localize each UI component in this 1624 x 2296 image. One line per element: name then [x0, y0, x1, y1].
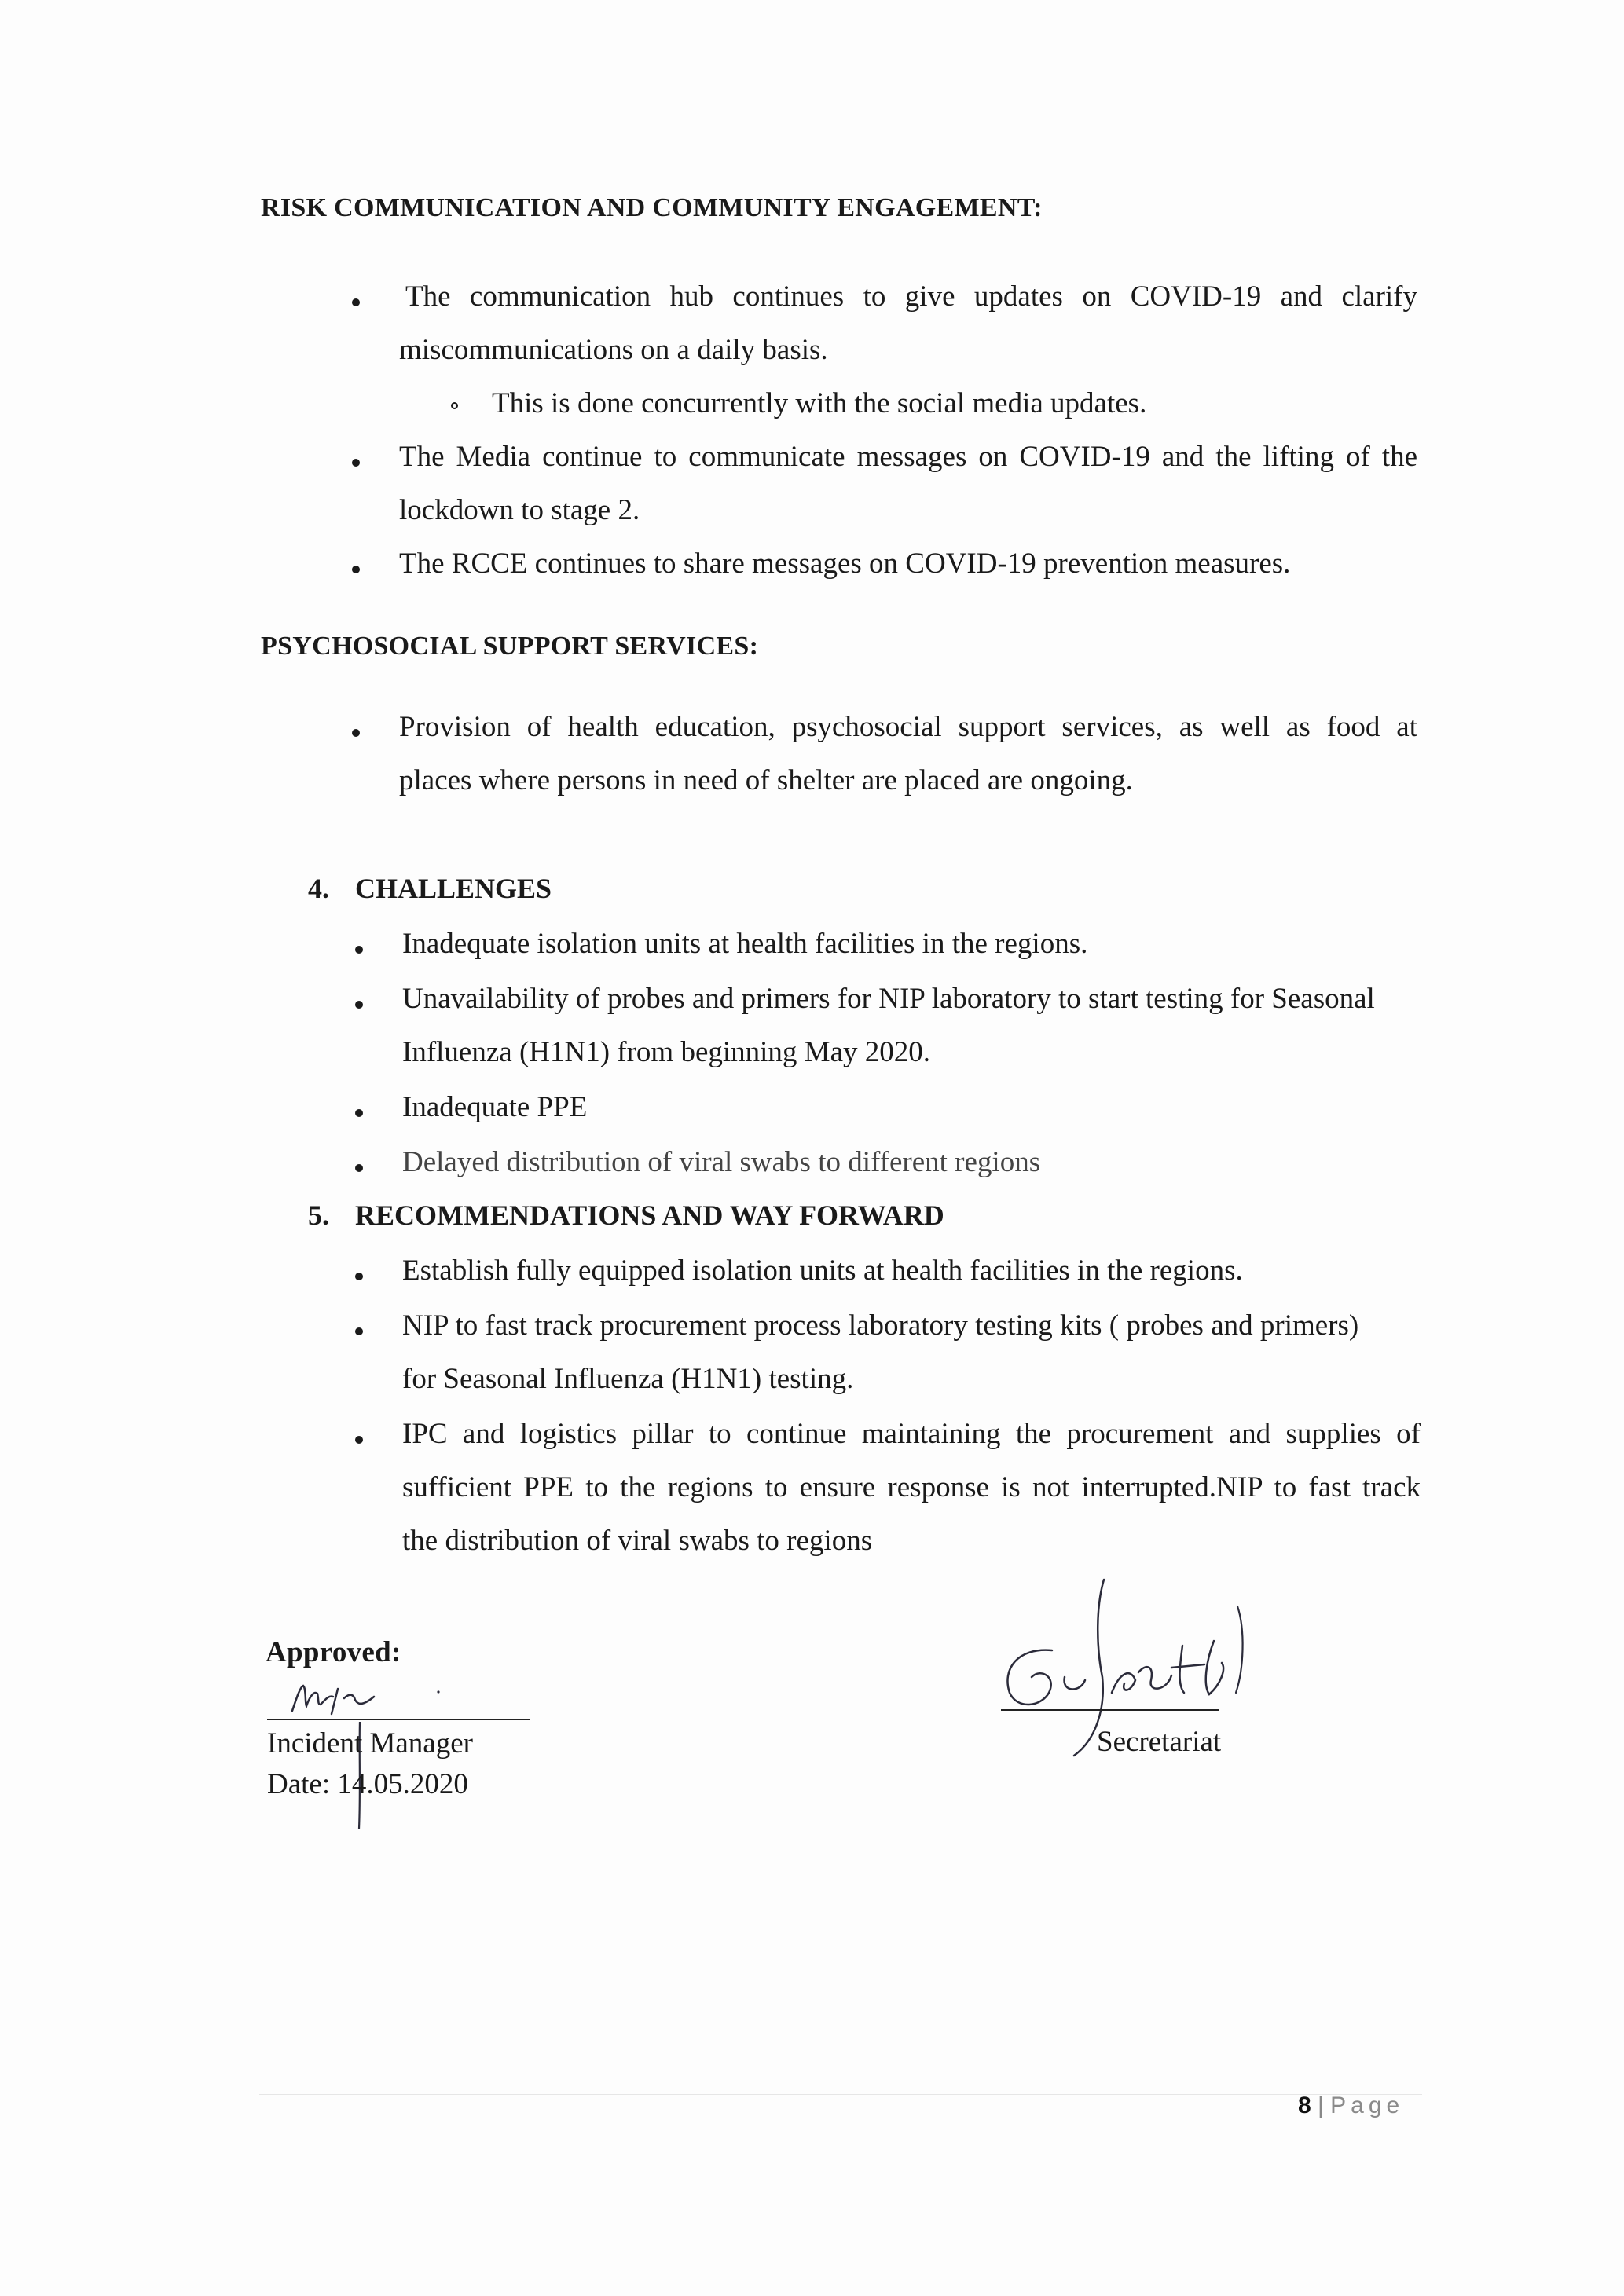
recommendations-heading: RECOMMENDATIONS AND WAY FORWARD	[355, 1199, 944, 1231]
bullet-dot	[355, 946, 363, 954]
approved-label: Approved:	[266, 1636, 401, 1668]
rcce-bullet-1-line-2: miscommunications on a daily basis.	[399, 334, 828, 366]
psychosocial-heading: PSYCHOSOCIAL SUPPORT SERVICES:	[261, 632, 759, 661]
bullet-dot	[355, 1001, 363, 1009]
recommendation-item: NIP to fast track procurement process laboratory testing kits ( probes and primers)	[402, 1309, 1359, 1342]
rcce-bullet-1-line-1: The communication hub continues to give updates on COVID-19 and clarify	[405, 280, 1417, 313]
bullet-dot	[355, 1436, 363, 1444]
rcce-bullet-2-line-2: lockdown to stage 2.	[399, 494, 640, 526]
page-number: 8	[1298, 2093, 1311, 2118]
challenge-item: Inadequate PPE	[402, 1091, 588, 1123]
page-separator: |	[1318, 2093, 1324, 2118]
approval-date: Date: 14.05.2020	[267, 1768, 468, 1800]
challenge-item-continued: Influenza (H1N1) from beginning May 2020.	[402, 1036, 930, 1068]
recommendation-item-continued: for Seasonal Influenza (H1N1) testing.	[402, 1363, 854, 1395]
psychosocial-bullet-line-1: Provision of health education, psychosocial support services, as well as food at	[399, 711, 1417, 743]
rcce-heading: RISK COMMUNICATION AND COMMUNITY ENGAGEMENT:	[261, 193, 1043, 222]
bullet-dot	[352, 298, 360, 306]
bullet-dot	[355, 1273, 363, 1280]
signature-line-approval	[267, 1719, 530, 1720]
bullet-dot	[355, 1327, 363, 1335]
secretariat-label: Secretariat	[1097, 1726, 1222, 1758]
challenges-number: 4.	[308, 873, 329, 904]
incident-manager-label: Incident Manager	[267, 1727, 473, 1760]
recommendations-number: 5.	[308, 1199, 329, 1231]
recommendation-item: Establish fully equipped isolation units at health facilities in the regions.	[402, 1254, 1243, 1287]
challenges-heading: CHALLENGES	[355, 873, 552, 904]
incident-manager-signature	[283, 1665, 456, 1720]
rcce-sub-bullet: This is done concurrently with the social media updates.	[492, 387, 1147, 419]
signature-line-secretariat	[1001, 1709, 1219, 1711]
bullet-dot	[352, 566, 360, 573]
page-footer	[1298, 2093, 1404, 2119]
bullet-dot	[352, 459, 360, 467]
bullet-dot	[355, 1109, 363, 1117]
rcce-bullet-3: The RCCE continues to share messages on COVID-19 prevention measures.	[399, 547, 1291, 580]
psychosocial-bullet-line-2: places where persons in need of shelter are placed are ongoing.	[399, 764, 1133, 796]
challenge-item: Unavailability of probes and primers for NIP laboratory to start testing for Seasonal	[402, 983, 1375, 1015]
recommendation-item: IPC and logistics pillar to continue maintaining the procurement and supplies of	[402, 1418, 1421, 1450]
challenge-item: Inadequate isolation units at health facilities in the regions.	[402, 928, 1088, 960]
sub-bullet-circle	[451, 402, 458, 409]
bullet-dot	[352, 729, 360, 737]
rcce-bullet-2-line-1: The Media continue to communicate messages on COVID-19 and the lifting of the	[399, 441, 1417, 473]
recommendation-item-continued: the distribution of viral swabs to regions	[402, 1525, 873, 1557]
challenge-item: Delayed distribution of viral swabs to different regions	[402, 1146, 1041, 1178]
page-label: Page	[1330, 2093, 1405, 2118]
footer-divider	[259, 2094, 1422, 2095]
recommendation-item-continued: sufficient PPE to the regions to ensure response is not interrupted.NIP to fast track	[402, 1471, 1421, 1503]
bullet-dot	[355, 1164, 363, 1172]
